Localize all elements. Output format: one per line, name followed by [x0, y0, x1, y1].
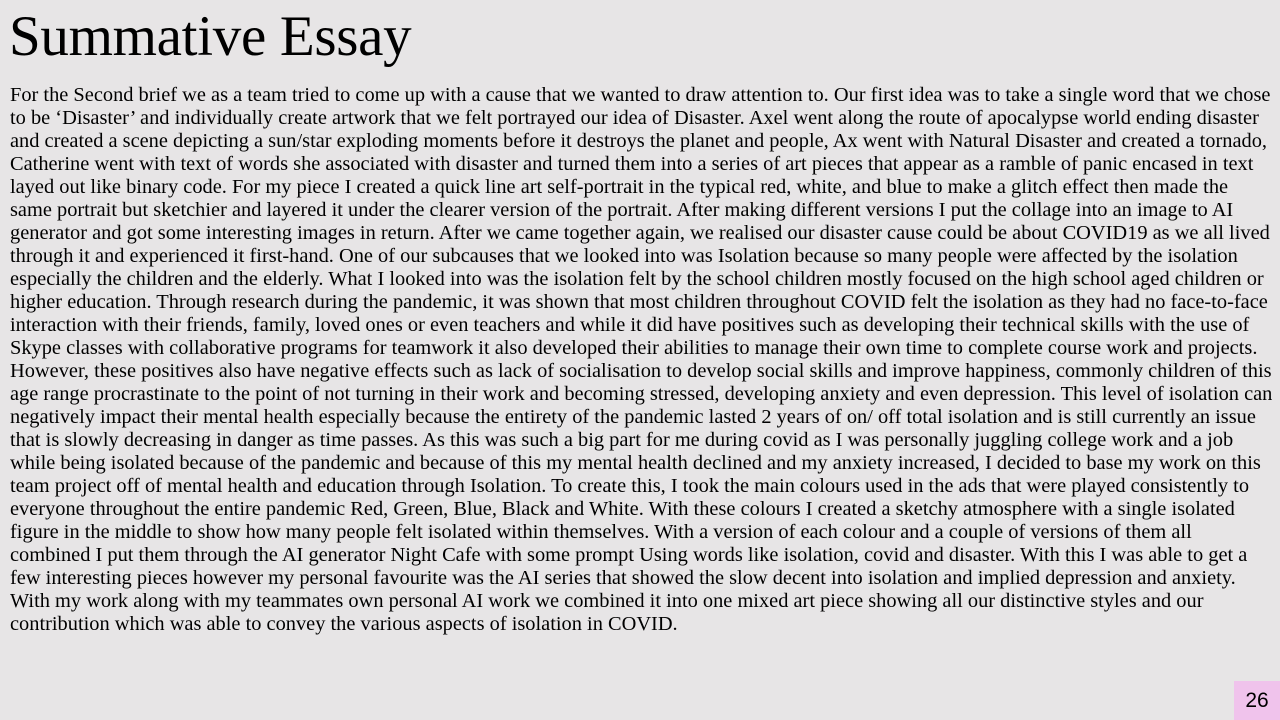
page-number-badge: 26 [1234, 681, 1280, 720]
slide-title: Summative Essay [9, 5, 412, 68]
essay-body-text: For the Second brief we as a team tried to come up with a cause that we wanted to draw attention to. Our first idea was to take a single word that we chose to be ‘Disaster’ and individually create artwork that we felt portrayed our idea of Disaster. Axel went along the route of apocalypse world ending disaster and created a scene depicting a sun/star exploding moments before it destroys the planet and people, Ax went with Natural Disaster and created a tornado, Catherine went with text of words she associated with disaster and turned them into a series of art pieces that appear as a ramble of panic encased in text layed out like binary code. For my piece I created a quick line art self-portrait in the typical red, white, and blue to make a glitch effect then made the same portrait but sketchier and layered it under the clearer version of the portrait. After making different versions I put the collage into an image to AI generator and got some interesting images in return. After we came together again, we realised our disaster cause could be about COVID19 as we all lived through it and experienced it first-hand. One of our subcauses that we looked into was Isolation because so many people were affected by the isolation especially the children and the elderly. What I looked into was the isolation felt by the school children mostly focused on the high school aged children or higher education. Through research during the pandemic, it was shown that most children throughout COVID felt the isolation as they had no face-to-face interaction with their friends, family, loved ones or even teachers and while it did have positives such as developing their technical skills with the use of Skype classes with collaborative programs for teamwork it also developed their abilities to manage their own time to complete course work and projects. However, these positives also have negative effects such as lack of socialisation to develop social skills and improve happiness, commonly children of this age range procrastinate to the point of not turning in their work and becoming stressed, developing anxiety and even depression. This level of isolation can negatively impact their mental health especially because the entirety of the pandemic lasted 2 years of on/ off total isolation and is still currently an issue that is slowly decreasing in danger as time passes. As this was such a big part for me during covid as I was personally juggling college work and a job while being isolated because of the pandemic and because of this my mental health declined and my anxiety increased, I decided to base my work on this team project off of mental health and education through Isolation. To create this, I took the main colours used in the ads that were played consistently to everyone throughout the entire pandemic Red, Green, Blue, Black and White. With these colours I created a sketchy atmosphere with a single isolated figure in the middle to show how many people felt isolated within themselves. With a version of each colour and a couple of versions of them all combined I put them through the AI generator Night Cafe with some prompt Using words like isolation, covid and disaster. With this I was able to get a few interesting pieces however my personal favourite was the AI series that showed the slow decent into isolation and implied depression and anxiety. With my work along with my teammates own personal AI work we combined it into one mixed art piece showing all our distinctive styles and our contribution which was able to convey the various aspects of isolation in COVID. [10, 84, 1273, 635]
